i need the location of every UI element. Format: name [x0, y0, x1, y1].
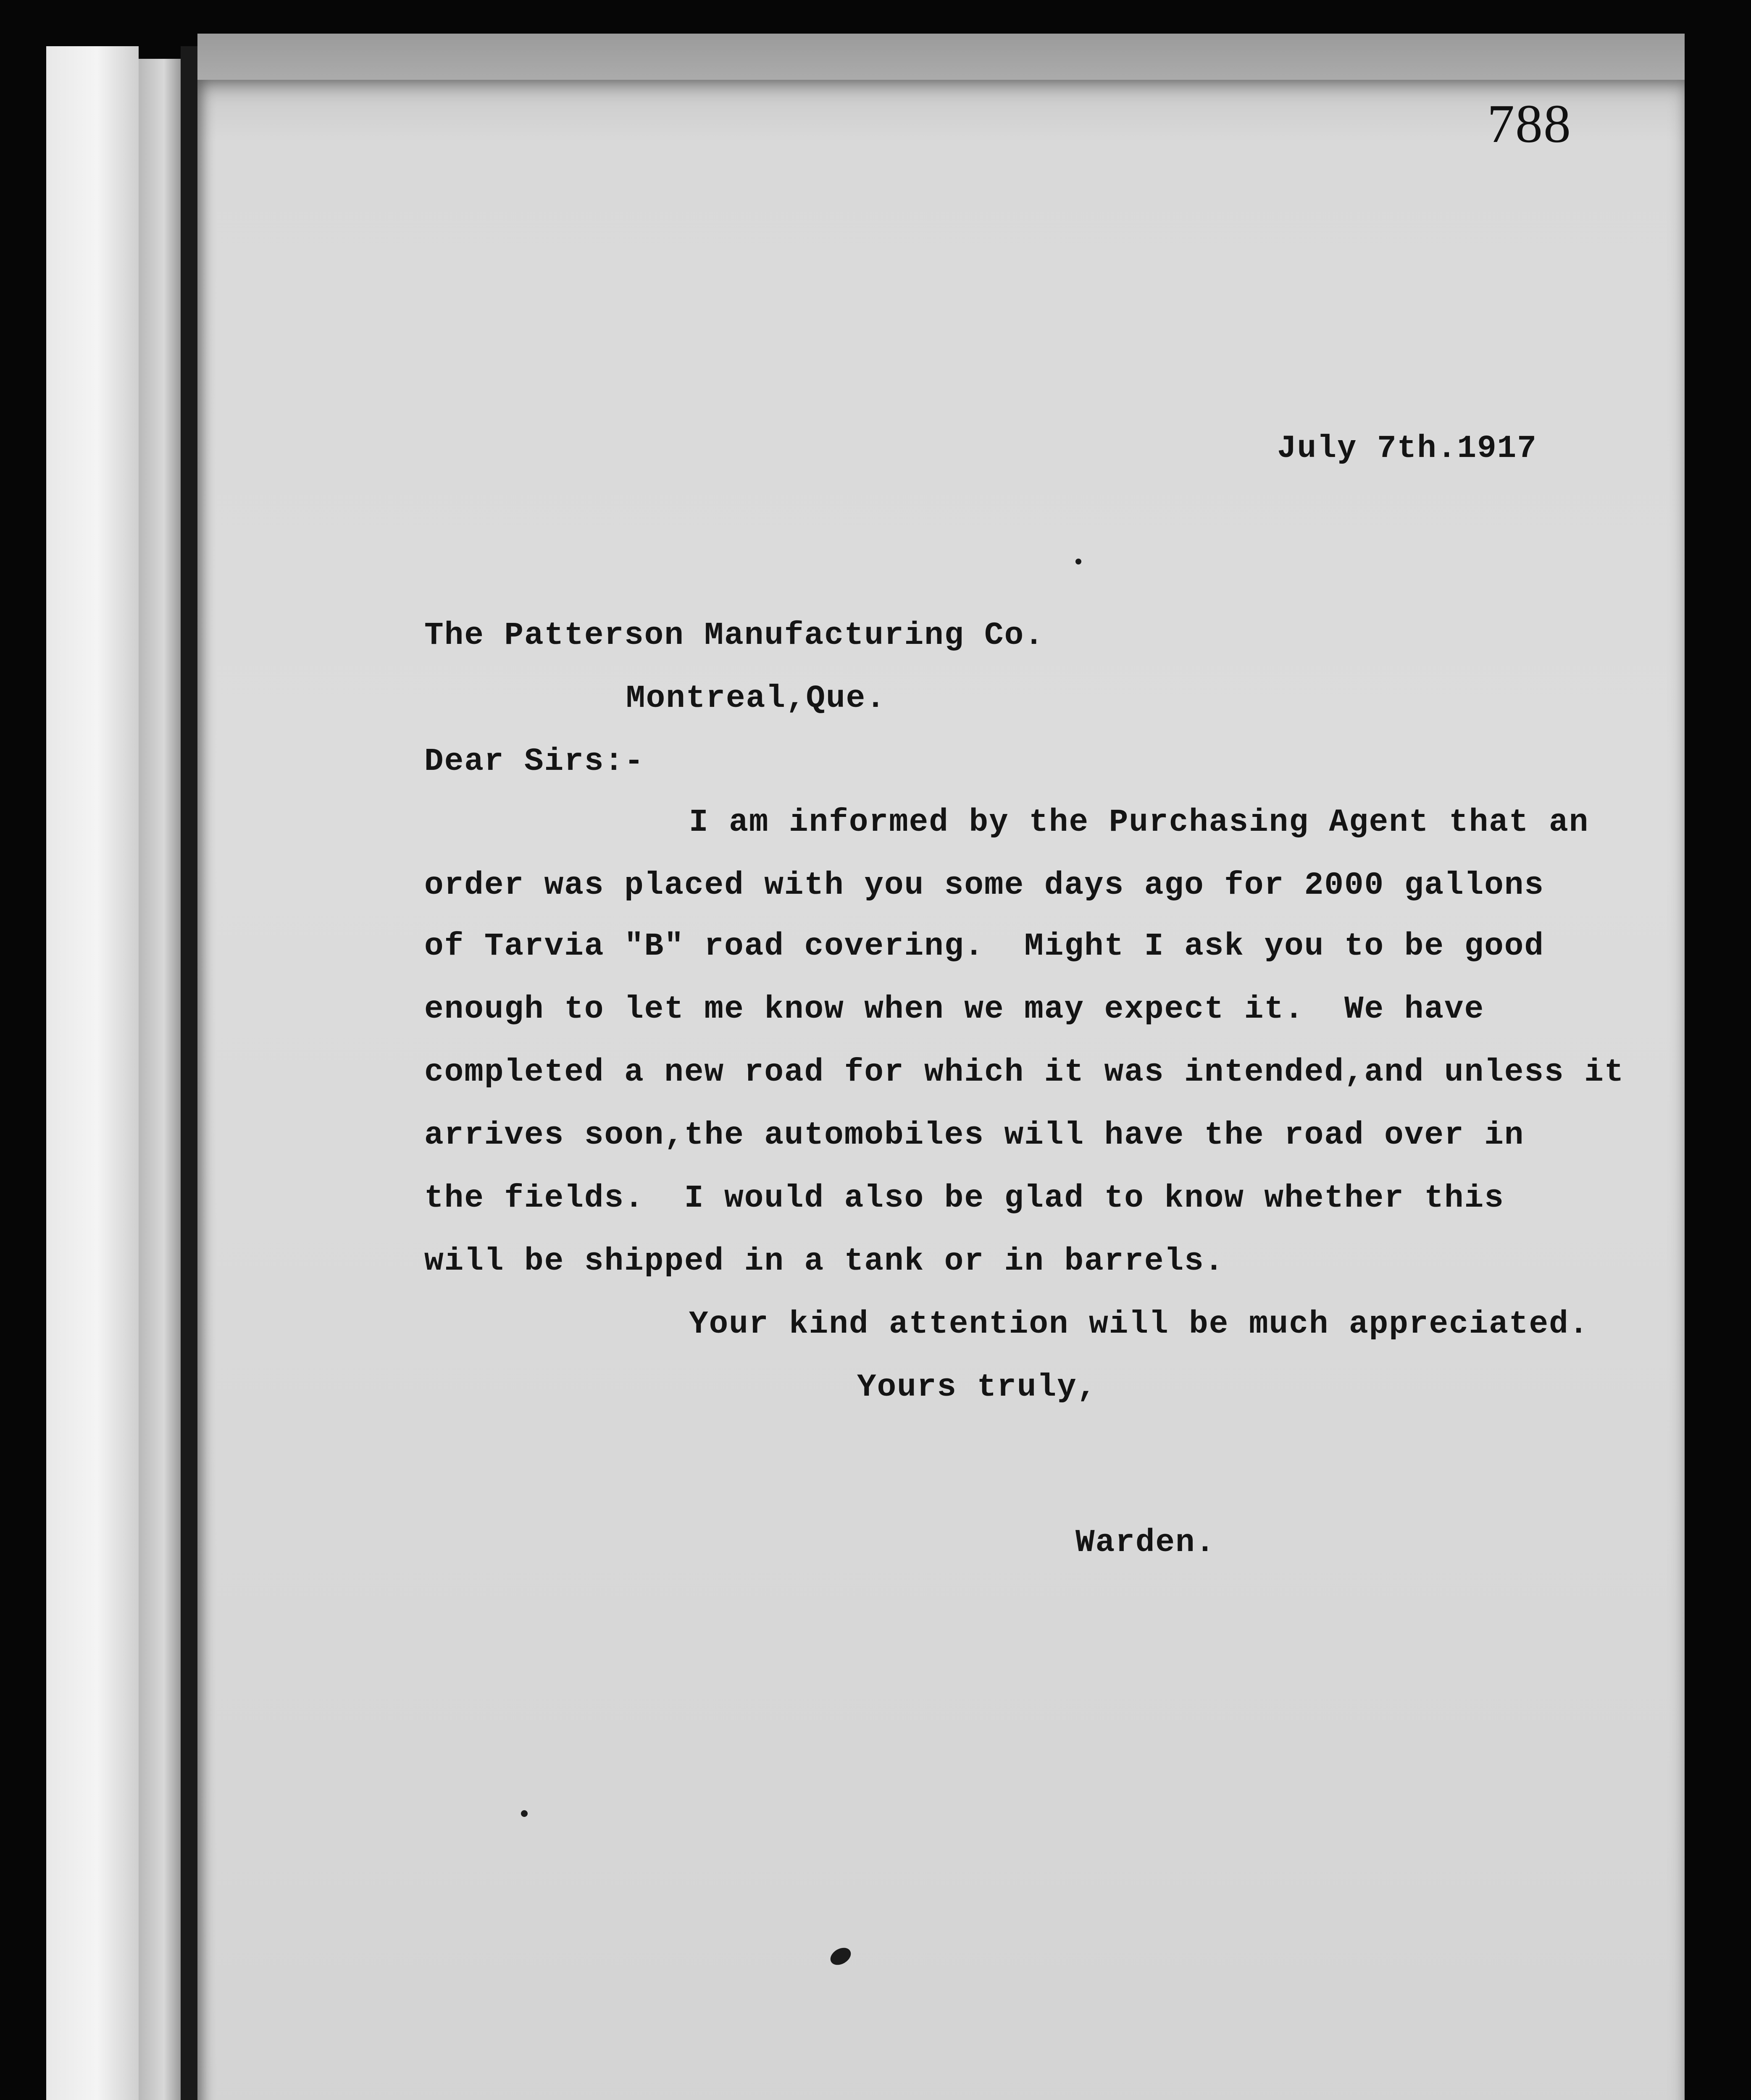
body-line-3: of Tarvia "B" road covering. Might I ask you to be good: [424, 928, 1545, 964]
binding-edge-grey: [139, 59, 181, 2100]
signature: Warden.: [1075, 1525, 1216, 1561]
binding-edge-shadow: [181, 46, 197, 2100]
valediction: Yours truly,: [857, 1369, 1097, 1405]
body-line-5: completed a new road for which it was intended,and unless it: [424, 1054, 1625, 1090]
recipient-location: Montreal,Que.: [626, 680, 886, 717]
body-line-7: the fields. I would also be glad to know whether this: [424, 1180, 1504, 1216]
ink-speck: [1075, 559, 1081, 564]
body-line-1: I am informed by the Purchasing Agent that an: [689, 804, 1589, 840]
recipient-name: The Patterson Manufacturing Co.: [424, 617, 1044, 654]
binding-edge-white: [46, 46, 139, 2100]
page-number: 788: [1487, 94, 1572, 154]
body-line-6: arrives soon,the automobiles will have the road over in: [424, 1117, 1525, 1153]
body-line-4: enough to let me know when we may expect it. We have: [424, 991, 1485, 1027]
body-line-2: order was placed with you some days ago for 2000 gallons: [424, 867, 1545, 903]
salutation: Dear Sirs:-: [424, 743, 644, 780]
ink-speck: [521, 1810, 528, 1817]
body-line-8: will be shipped in a tank or in barrels.: [424, 1243, 1225, 1279]
letter-date: July 7th.1917: [1277, 430, 1537, 467]
closing-line: Your kind attention will be much appreciated.: [689, 1306, 1589, 1342]
